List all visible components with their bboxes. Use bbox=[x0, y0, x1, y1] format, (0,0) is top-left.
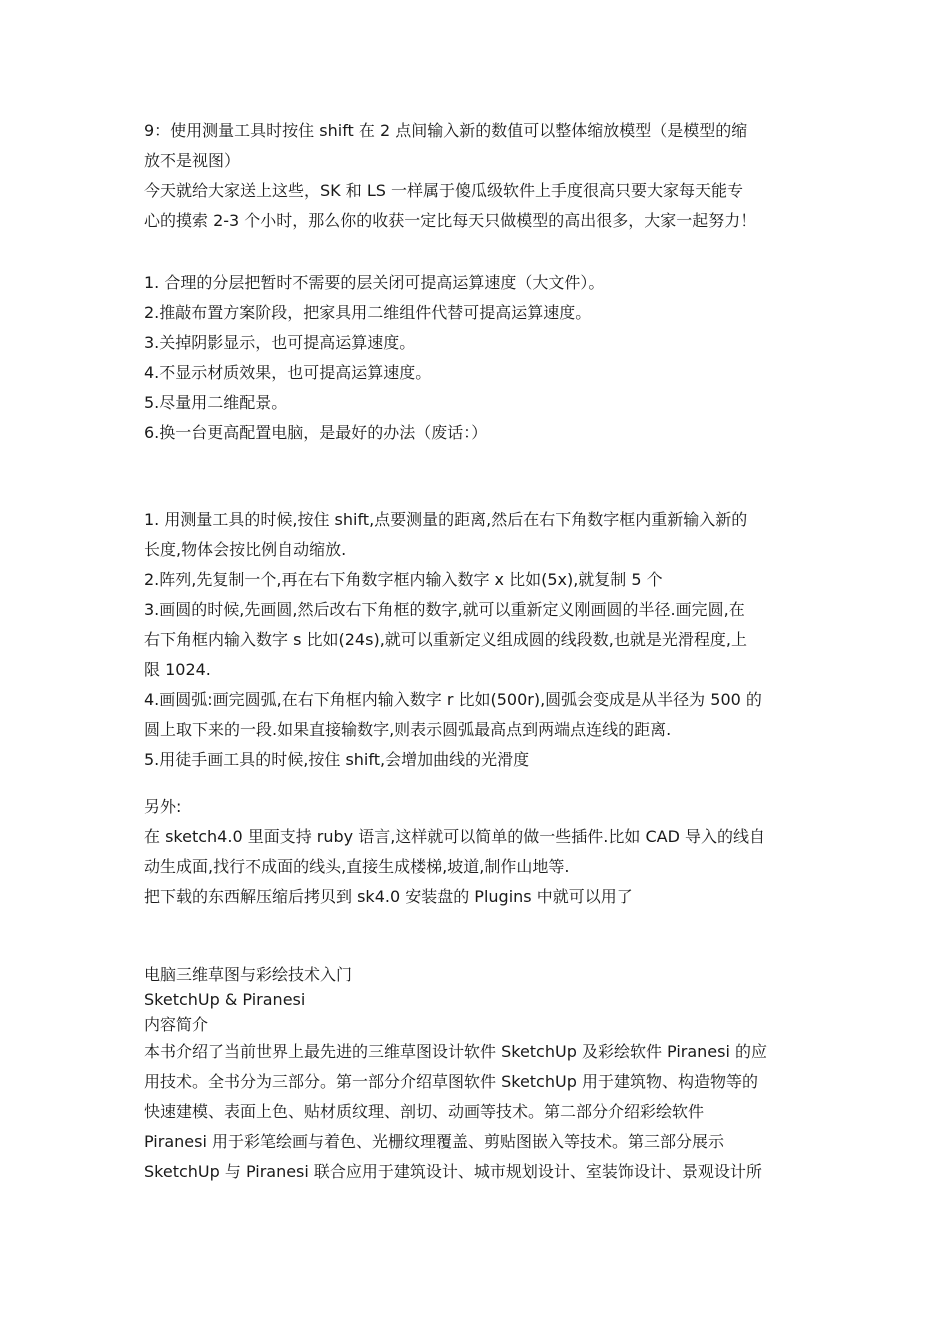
text-line: 快速建模、表面上色、贴材质纹理、剖切、动画等技术。第二部分介绍彩绘软件 bbox=[144, 1102, 705, 1121]
paragraph-speed-tips bbox=[144, 268, 824, 448]
text-line: SketchUp 与 Piranesi 联合应用于建筑设计、城市规划设计、室装饰设计、景观设计所 bbox=[144, 1162, 762, 1181]
text-line: 4.画圆弧:画完圆弧,在右下角框内输入数字 r 比如(500r),圆弧会变成是从半径为 500 的 bbox=[144, 690, 762, 709]
text-line: 4.不显示材质效果，也可提高运算速度。 bbox=[144, 363, 432, 382]
document-page bbox=[144, 116, 824, 1187]
paragraph-book-intro bbox=[144, 1037, 824, 1187]
paragraph-tool-tips bbox=[144, 505, 824, 775]
spacer bbox=[144, 448, 824, 480]
text-line: 长度,物体会按比例自动缩放. bbox=[144, 540, 347, 559]
spacer bbox=[144, 775, 824, 792]
text-line: 2.推敲布置方案阶段，把家具用二维组件代替可提高运算速度。 bbox=[144, 303, 592, 322]
text-line: 2.阵列,先复制一个,再在右下角数字框内输入数字 x 比如(5x),就复制 5 个 bbox=[144, 570, 663, 589]
text-line: 5.尽量用二维配景。 bbox=[144, 393, 288, 412]
text-line: 圆上取下来的一段.如果直接输数字,则表示圆弧最高点到两端点连线的距离. bbox=[144, 720, 672, 739]
text-line: 把下载的东西解压缩后拷贝到 sk4.0 安装盘的 Plugins 中就可以用了 bbox=[144, 887, 633, 906]
spacer bbox=[144, 912, 824, 962]
text-line: Piranesi 用于彩笔绘画与着色、光栅纹理覆盖、剪贴图嵌入等技术。第三部分展示 bbox=[144, 1132, 724, 1151]
text-line: 限 1024. bbox=[144, 660, 211, 679]
text-line: 在 sketch4.0 里面支持 ruby 语言,这样就可以简单的做一些插件.比如 CAD 导入的线自 bbox=[144, 827, 766, 846]
text-line: 5.用徒手画工具的时候,按住 shift,会增加曲线的光滑度 bbox=[144, 750, 530, 769]
text-line: 3.关掉阴影显示，也可提高运算速度。 bbox=[144, 333, 416, 352]
text-line: 右下角框内输入数字 s 比如(24s),就可以重新定义组成圆的线段数,也就是光滑程度,上 bbox=[144, 630, 747, 649]
text-line: 1. 合理的分层把暂时不需要的层关闭可提高运算速度（大文件）。 bbox=[144, 273, 605, 292]
book-subtitle: SketchUp & Piranesi bbox=[144, 990, 306, 1009]
text-line: 9：使用测量工具时按住 shift 在 2 点间输入新的数值可以整体缩放模型（是模型的缩 bbox=[144, 121, 748, 140]
text-line: 心的摸索 2-3 个小时，那么你的收获一定比每天只做模型的高出很多，大家一起努力！ bbox=[144, 211, 757, 230]
text-line: 另外: bbox=[144, 797, 182, 816]
text-line: 3.画圆的时候,先画圆,然后改右下角框的数字,就可以重新定义刚画圆的半径.画完圆,在 bbox=[144, 600, 745, 619]
text-line: 用技术。全书分为三部分。第一部分介绍草图软件 SketchUp 用于建筑物、构造物等的 bbox=[144, 1072, 758, 1091]
text-line: 1. 用测量工具的时候,按住 shift,点要测量的距离,然后在右下角数字框内重新输入新的 bbox=[144, 510, 748, 529]
text-line: 放不是视图） bbox=[144, 151, 241, 170]
text-line: 今天就给大家送上这些，SK 和 LS 一样属于傻瓜级软件上手度很高只要大家每天能专 bbox=[144, 181, 743, 200]
text-line: 6.换一台更高配置电脑，是最好的办法（废话：） bbox=[144, 423, 488, 442]
text-line: 本书介绍了当前世界上最先进的三维草图设计软件 SketchUp 及彩绘软件 Piranesi 的应 bbox=[144, 1042, 768, 1061]
book-title: 电脑三维草图与彩绘技术入门 bbox=[144, 965, 353, 984]
spacer bbox=[144, 480, 824, 505]
text-line: 动生成面,找行不成面的线头,直接生成楼梯,坡道,制作山地等. bbox=[144, 857, 570, 876]
paragraph-plugins bbox=[144, 792, 824, 912]
section-label: 内容简介 bbox=[144, 1015, 209, 1034]
spacer bbox=[144, 236, 824, 268]
paragraph-tip-9 bbox=[144, 116, 824, 236]
book-heading bbox=[144, 962, 824, 1037]
